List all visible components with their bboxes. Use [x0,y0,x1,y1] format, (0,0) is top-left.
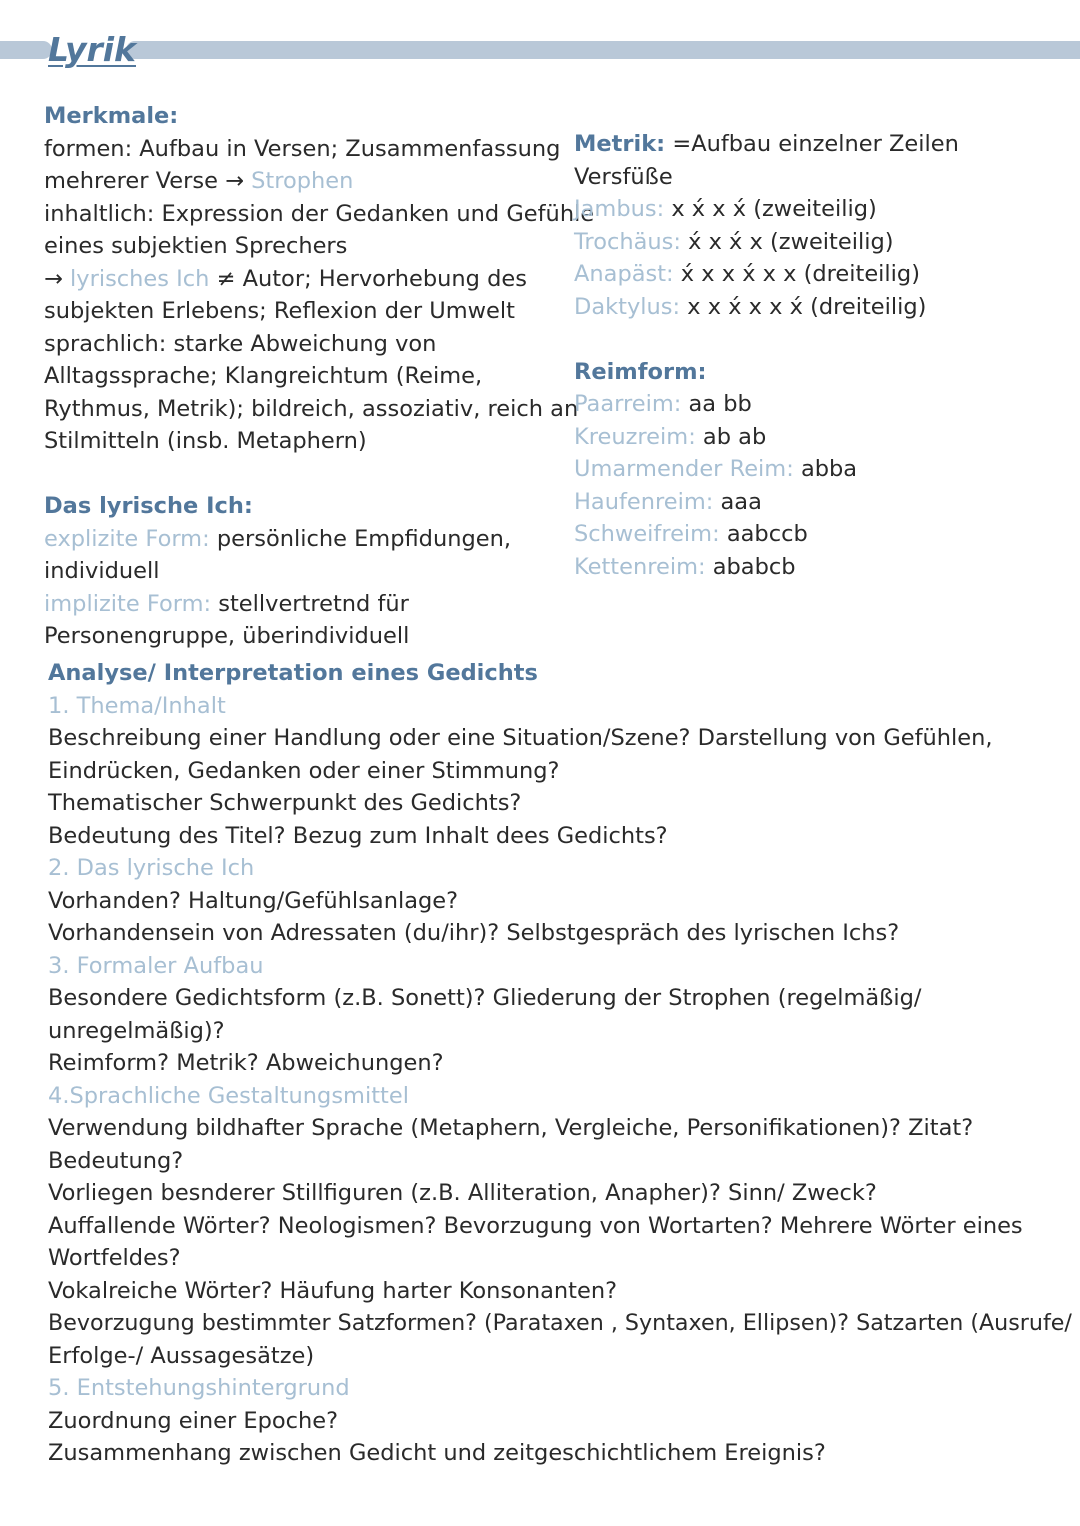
text-fragment: x́ x x́ x (zweiteilig) [680,228,894,255]
analyse-step-4: 4.Sprachliche Gestaltungsmittel [48,1082,409,1109]
term-lyrisches-ich: lyrisches Ich [70,265,210,292]
text-fragment: mehrerer Verse → [44,168,252,194]
text-line: Bedeutung des Titel? Bezug zum Inhalt dees Gedichts? [48,822,668,849]
text-line [44,588,594,621]
text-line: Thematischer Schwerpunkt des Gedichts? [48,790,522,816]
reim-value: aabccb [719,521,808,547]
text-line: Beschreibung einer Handlung oder eine Situation/Szene? Darstellung von Gefühlen, [48,725,993,751]
arrow-icon: → [44,265,71,292]
text-line: Zusammenhang zwischen Gedicht und zeitgeschichtlichem Ereignis? [48,1440,826,1466]
reim-value: aaa [713,488,762,515]
reim-item [574,388,959,421]
text-line [44,263,594,296]
text-line: Auffallende Wörter? Neologismen? Bevorzugung von Wortarten? Mehrere Wörter eines [48,1212,1023,1239]
text-line: subjekten Erlebens; Reflexion der Umwelt [44,298,515,324]
reim-label: Schweifreim: [574,521,720,547]
text-fragment: =Aufbau einzelner Zeilen [665,131,959,157]
versfuss-daktylus [574,291,959,324]
term-jambus: Jambus: [574,196,665,222]
text-line: Wortfeldes? [48,1245,181,1271]
term-anapaest: Anapäst: [574,261,674,287]
text-line: Versfüße [574,163,673,190]
text-line: Vorhanden? Haltung/Gefühlsanlage? [48,887,459,914]
text-line: Stilmitteln (insb. Metaphern) [44,428,367,454]
text-line: Eindrücken, Gedanken oder einer Stimmung? [48,757,560,784]
versfuss-jambus [574,193,959,226]
term-explizit: explizite Form: [44,525,210,552]
text-line: Reimform? Metrik? Abweichungen? [48,1050,444,1076]
text-line: Bevorzugung bestimmter Satzformen? (Parataxen , Syntaxen, Ellipsen)? Satzarten (Ausrufe/ [48,1310,1072,1336]
text-line: Vorhandensein von Adressaten (du/ihr)? Selbstgespräch des lyrischen Ichs? [48,920,900,946]
text-fragment: x́ x x x́ x x (dreiteilig) [673,261,920,287]
text-line: unregelmäßig)? [48,1017,225,1044]
reim-item [574,421,959,454]
analyse-heading: Analyse/ Interpretation eines Gedichts [48,660,538,686]
text-line [44,523,594,556]
text-line: Zuordnung einer Epoche? [48,1407,339,1434]
page-title: Lyrik [48,30,136,69]
text-fragment: persönliche Empfidungen, [209,525,512,552]
term-strophen: Strophen [251,168,354,194]
term-daktylus: Daktylus: [574,293,681,320]
metrik-line [574,128,959,161]
reim-value: ababcb [705,553,796,580]
reim-value: aa bb [681,391,752,417]
reim-item [574,518,959,551]
analyse-step-1: 1. Thema/Inhalt [48,692,226,719]
merkmale-heading: Merkmale: [44,103,179,129]
reim-label: Paarreim: [574,391,682,417]
analyse-step-3: 3. Formaler Aufbau [48,952,264,979]
text-line: individuell [44,558,160,584]
reim-label: Kettenreim: [574,553,706,580]
text-line: inhaltlich: Expression der Gedanken und Gefühle [44,200,595,227]
reim-item [574,453,959,486]
text-line: Rythmus, Metrik); bildreich, assoziativ, reich an [44,395,579,422]
text-line: Vorliegen besnderer Stillfiguren (z.B. Alliteration, Anapher)? Sinn/ Zweck? [48,1180,877,1206]
reim-item [574,551,959,584]
text-line: Verwendung bildhafter Sprache (Metaphern, Vergleiche, Personifikationen)? Zitat? [48,1115,974,1141]
text-line: eines subjektien Sprechers [44,233,348,259]
text-line: sprachlich: starke Abweichung von [44,330,437,357]
header-bar-right [126,41,1080,59]
analyse-step-2: 2. Das lyrische Ich [48,855,255,881]
text-fragment: ≠ Autor; Hervorhebung des [209,265,527,292]
term-trochaeus: Trochäus: [574,228,681,255]
reim-value: ab ab [695,423,767,450]
header-bar-left [0,41,52,59]
reim-label: Haufenreim: [574,488,714,515]
text-fragment: x x́ x x́ (zweiteilig) [664,196,877,222]
text-fragment: x x x́ x x x́ (dreiteilig) [680,293,927,320]
versfuss-anapaest [574,258,959,291]
reimform-heading: Reimform: [574,358,707,385]
versfuss-trochaeus [574,226,959,259]
text-line: Erfolge-/ Aussagesätze) [48,1342,315,1369]
text-line: Vokalreiche Wörter? Häufung harter Konsonanten? [48,1277,618,1304]
text-fragment: stellvertretnd für [211,590,409,617]
text-line: Personengruppe, überindividuell [44,623,410,649]
metrik-heading: Metrik: [574,131,666,157]
text-line: Alltagssprache; Klangreichtum (Reime, [44,363,483,389]
reim-item [574,486,959,519]
term-implizit: implizite Form: [44,590,212,617]
text-line: Bedeutung? [48,1147,184,1174]
analyse-step-5: 5. Entstehungshintergrund [48,1375,350,1401]
reim-label: Kreuzreim: [574,423,696,450]
page-header [0,26,1080,76]
text-line [44,165,594,198]
reim-value: abba [793,456,858,482]
text-line: Besondere Gedichtsform (z.B. Sonett)? Gliederung der Strophen (regelmäßig/ [48,985,922,1011]
analyse-section [48,657,1072,1470]
lyrisches-ich-heading: Das lyrische Ich: [44,493,253,519]
text-line: formen: Aufbau in Versen; Zusammenfassung [44,135,561,162]
merkmale-section [44,100,594,653]
metrik-section [574,128,959,583]
reim-label: Umarmender Reim: [574,456,794,482]
